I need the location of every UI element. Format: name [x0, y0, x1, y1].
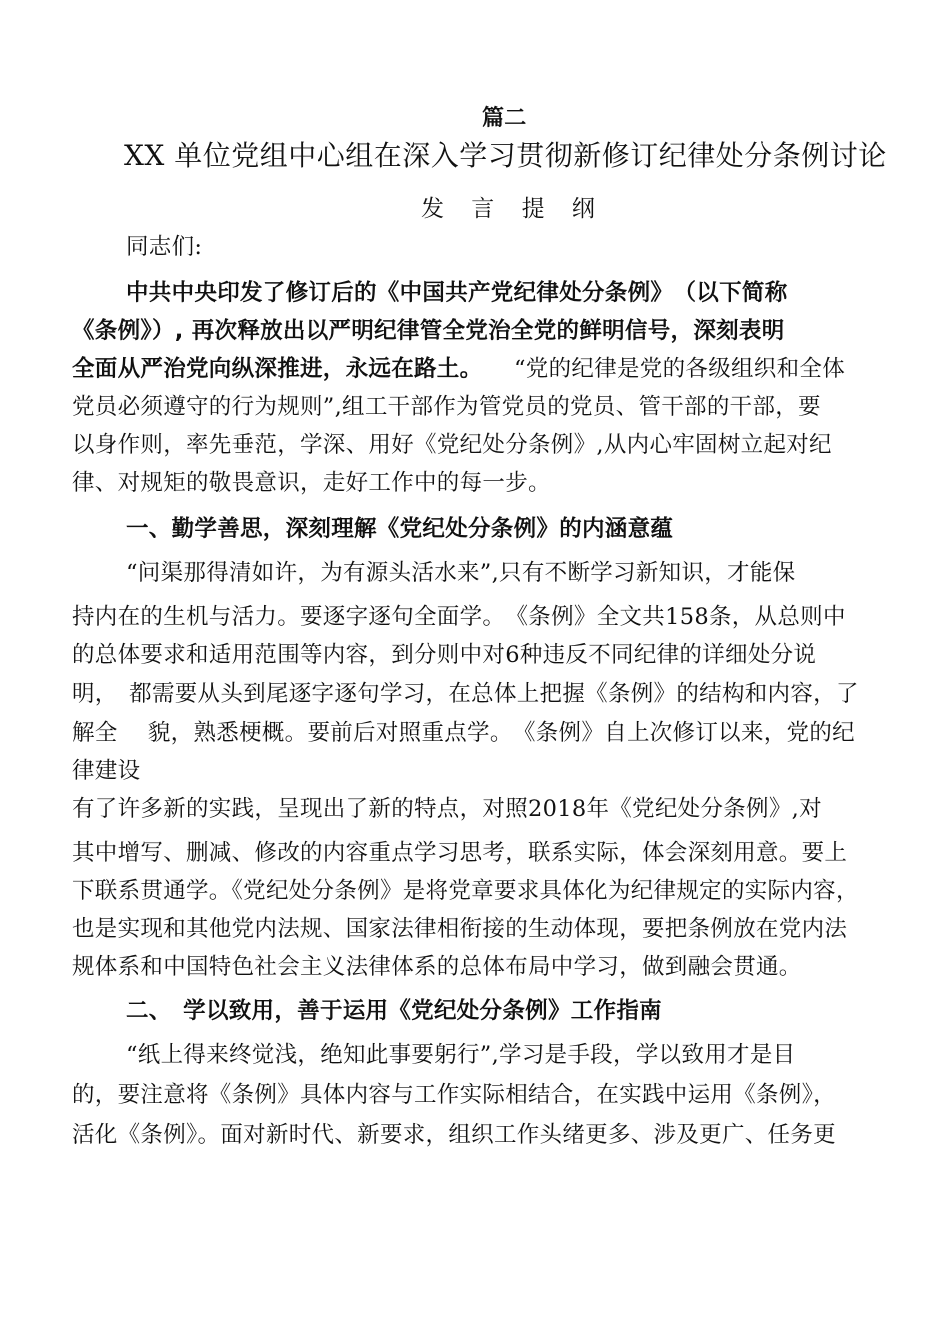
- section1-line-8: 其中增写、删减、修改的内容重点学习思考，联系实际，体会深刻用意。要上: [72, 840, 848, 866]
- section1-line-5: 解全 貌，熟悉梗概。要前后对照重点学。 《条例》自上次修订以来，党的纪: [72, 720, 855, 746]
- section2-line-3: 活化《条例》。面对新时代、新要求，组织工作头绪更多、涉及更广、任务更: [72, 1122, 836, 1148]
- section1-line-7: 有了许多新的实践，呈现出了新的特点，对照2018年《党纪处分条例》,对: [72, 796, 822, 822]
- greeting: 同志们:: [126, 234, 203, 260]
- document-label: 篇二: [482, 106, 527, 131]
- intro-plain-line-4: 律、对规矩的敬畏意识，走好工作中的每一步。: [72, 470, 551, 496]
- section2-line-1: “纸上得来终觉浅，绝知此事要躬行”,学习是手段，学以致用才是目: [126, 1042, 796, 1068]
- document-subtitle: 发 言 提 纲: [421, 196, 605, 222]
- section1-line-3: 的总体要求和适用范围等内容，到分则中对6种违反不同纪律的详细处分说: [72, 642, 817, 668]
- section2-line-2: 的，要注意将《条例》具体内容与工作实际相结合，在实践中运用《条例》，: [72, 1082, 836, 1108]
- section1-line-9: 下联系贯通学。《党纪处分条例》是将党章要求具体化为纪律规定的实际内容，: [72, 878, 859, 904]
- section1-line-10: 也是实现和其他党内法规、国家法律相衔接的生动体现，要把条例放在党内法: [72, 916, 848, 942]
- section1-line-1: “问渠那得清如许，为有源头活水来”,只有不断学习新知识，才能保: [126, 560, 796, 586]
- intro-bold-line-1: 中共中央印发了修订后的《中国共产党纪律处分条例》 （以下简称: [126, 280, 788, 306]
- section1-heading: 一、勤学善思，深刻理解《党纪处分条例》的内涵意蕴: [126, 516, 674, 542]
- section1-line-11: 规体系和中国特色社会主义法律体系的总体布局中学习，做到融会贯通。: [72, 954, 802, 980]
- intro-plain-line-1: “党的纪律是党的各级组织和全体: [514, 356, 846, 382]
- section1-line-2: 持内在的生机与活力。要逐字逐句全面学。 《条例》全文共158条，从总则中: [72, 604, 846, 630]
- intro-bold-line-2: 《条例》）, 再次释放出以严明纪律管全党治全党的鲜明信号，深刻表明: [72, 318, 785, 344]
- intro-plain-line-3: 以身作则，率先垂范，学深、用好《党纪处分条例》,从内心牢固树立起对纪: [72, 432, 832, 458]
- intro-bold-line-3: 全面从严治党向纵深推进，永远在路土。: [72, 356, 483, 382]
- document-title: XX 单位党组中心组在深入学习贯彻新修订纪律处分条例讨论: [124, 139, 887, 172]
- section2-heading: 二、 学以致用，善于运用《党纪处分条例》工作指南: [126, 998, 662, 1024]
- section1-line-6: 律建设: [72, 758, 141, 784]
- intro-plain-line-2: 党员必须遵守的行为规则”,组工干部作为管党员的党员、管干部的干部，要: [72, 394, 821, 420]
- section1-line-4: 明， 都需要从头到尾逐字逐句学习，在总体上把握《条例》的结构和内容，了: [72, 681, 859, 707]
